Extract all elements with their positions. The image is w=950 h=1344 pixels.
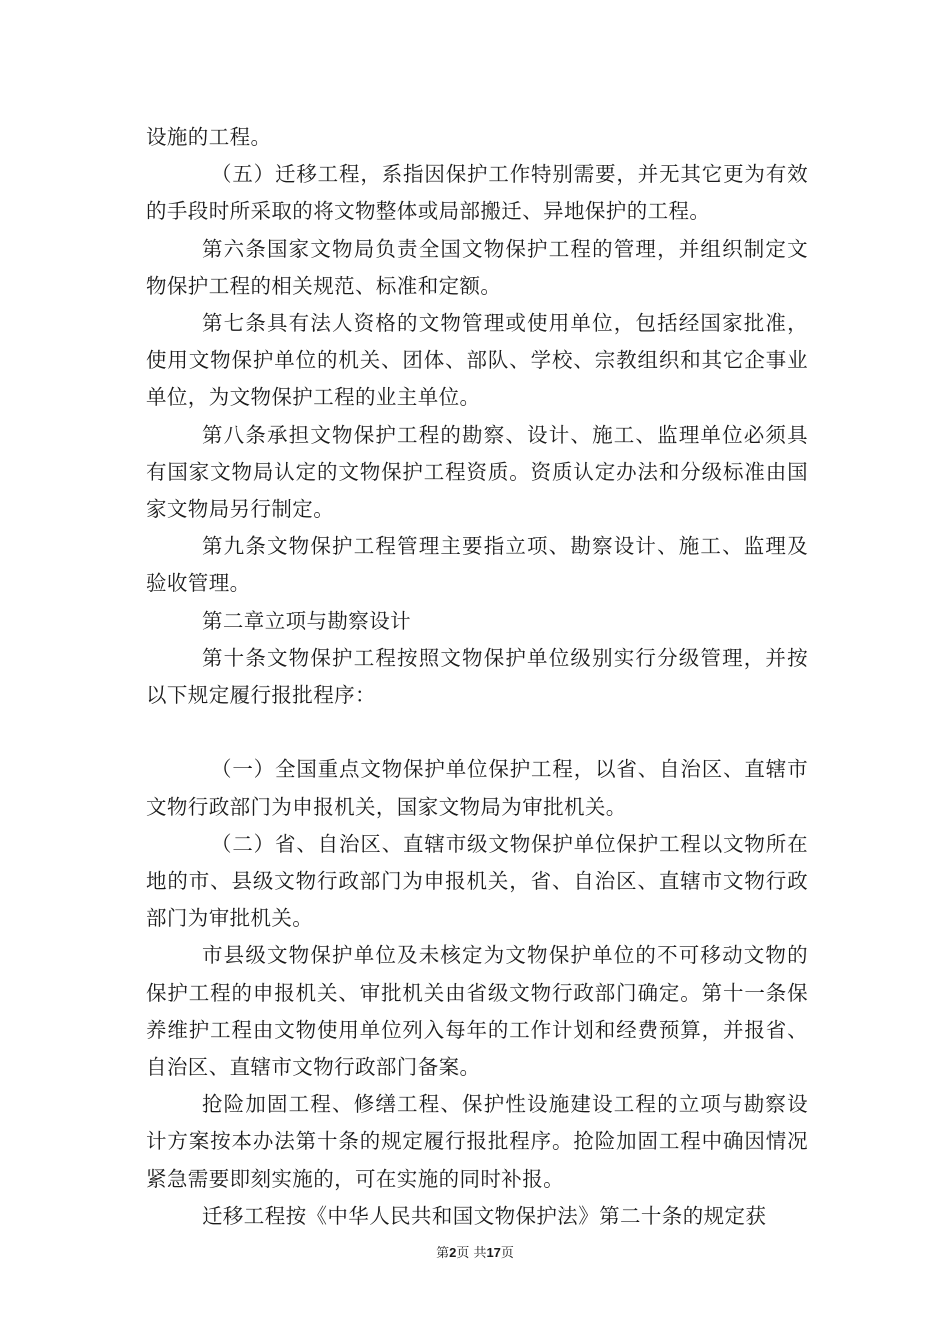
document-body: [146, 119, 808, 1235]
paragraph-facility-end: 设施的工程。: [146, 125, 272, 149]
paragraph-national-key-units: （一）全国重点文物保护单位保护工程，以省、自治区、直辖市文物行政部门为申报机关，国家文物局为审批机关。: [146, 757, 808, 819]
paragraph-article-9: 第九条文物保护工程管理主要指立项、勘察设计、施工、监理及验收管理。: [146, 534, 808, 596]
current-page-number: 2: [449, 1245, 457, 1260]
paragraph-article-6: 第六条国家文物局负责全国文物保护工程的管理，并组织制定文物保护工程的相关规范、标准和定额。: [146, 236, 808, 298]
paragraph-article-8: 第八条承担文物保护工程的勘察、设计、施工、监理单位必须具有国家文物局认定的文物保护工程资质。资质认定办法和分级标准由国家文物局另行制定。: [146, 422, 808, 522]
blank-line: [146, 714, 808, 751]
paragraph-article-10: 第十条文物保护工程按照文物保护单位级别实行分级管理，并按以下规定履行报批程序：: [146, 645, 808, 708]
total-page-count: 17: [486, 1245, 501, 1260]
paragraph-provincial-units: （二）省、自治区、直辖市级文物保护单位保护工程以文物所在地的市、县级文物行政部门为申报机关，省、自治区、直辖市文物行政部门为审批机关。: [146, 831, 808, 931]
paragraph-relocation-approval: 迁移工程按《中华人民共和国文物保护法》第二十条的规定获: [202, 1203, 767, 1228]
page-footer: [0, 1245, 950, 1262]
chapter-heading: 第二章立项与勘察设计: [202, 608, 411, 633]
paragraph-emergency-reinforcement: 抢险加固工程、修缮工程、保护性设施建设工程的立项与勘察设计方案按本办法第十条的规定履行报批程序。抢险加固工程中确因情况紧急需要即刻实施的，可在实施的同时补报。: [146, 1092, 808, 1191]
paragraph-article-7: 第七条具有法人资格的文物管理或使用单位，包括经国家批准，使用文物保护单位的机关、团体、部队、学校、宗教组织和其它企事业单位，为文物保护工程的业主单位。: [146, 311, 808, 410]
paragraph-relocation-project: （五）迁移工程，系指因保护工作特别需要，并无其它更为有效的手段时所采取的将文物整体或局部搬迁、异地保护的工程。: [146, 162, 808, 224]
paragraph-county-units: 市县级文物保护单位及未核定为文物保护单位的不可移动文物的保护工程的申报机关、审批机关由省级文物行政部门确定。第十一条保养维护工程由文物使用单位列入每年的工作计划和经费预算，并报省、自治区、直辖市文物行政部门备案。: [146, 943, 808, 1080]
footer-suffix: 页: [500, 1246, 514, 1261]
footer-prefix: 第: [436, 1246, 450, 1261]
footer-middle: 页 共: [456, 1246, 487, 1261]
